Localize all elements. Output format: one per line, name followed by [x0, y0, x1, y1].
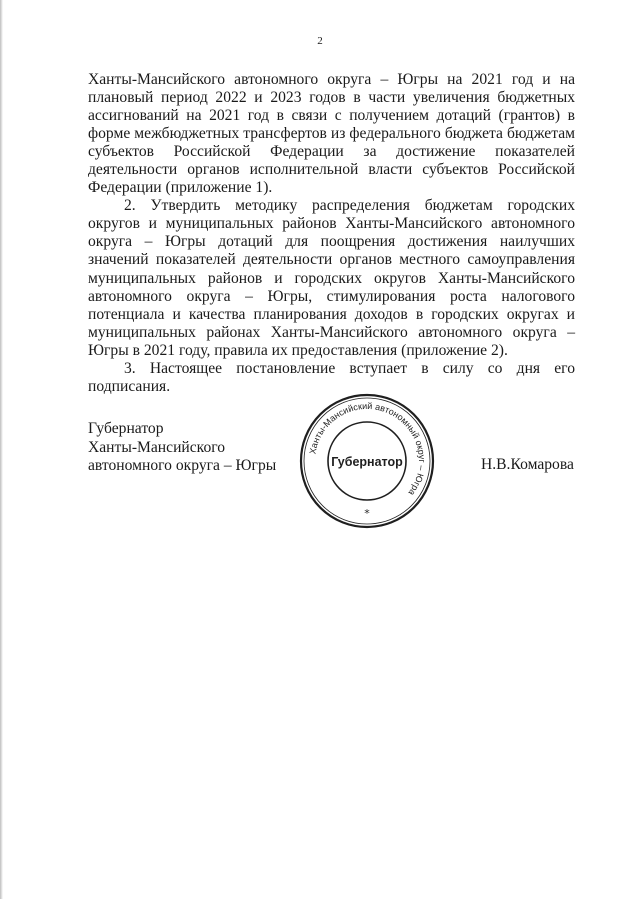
- document-body: [88, 71, 575, 396]
- signature-title-line: автономного округа – Югры: [88, 457, 277, 474]
- scan-edge: [0, 0, 3, 899]
- signature-title: [88, 420, 276, 476]
- signature-title-line: Губернатор: [88, 420, 164, 437]
- paragraph-item-2: 2. Утвердить методику распределения бюджетам городских округов и муниципальных районов Ханты-Мансийского автономного округа – Югры дотаций для поощрения достижения наилучших значений показателей деятельности органов местного самоуправления муниципальных районов и городских округов Ханты-Мансийского автономного округа – Югры, стимулирования роста налогового потенциала и качества планирования доходов в городских округах и муниципальных районах Ханты-Мансийского автономного округа – Югры в 2021 году, правила их предоставления (приложение 2).: [88, 197, 575, 359]
- paragraph-continuation: Ханты-Мансийского автономного округа – Югры на 2021 год и на плановый период 2022 и 2023 годов в части увеличения бюджетных ассигнований на 2021 год в связи с получением дотаций (грантов) в форме межбюджетных трансфертов из федерального бюджета бюджетам субъектов Российской Федерации за достижение показателей деятельности органов исполнительной власти субъектов Российской Федерации (приложение 1).: [88, 71, 575, 197]
- paragraph-item-3: 3. Настоящее постановление вступает в силу со дня его подписания.: [88, 359, 575, 395]
- official-seal: [298, 392, 436, 530]
- seal-ring-text: Ханты-Мансийский автономный округ – Югра: [307, 400, 428, 498]
- seal-center-text: Губернатор: [331, 455, 403, 469]
- signature-title-line: Ханты-Мансийского: [88, 438, 226, 456]
- page-number: 2: [317, 35, 323, 47]
- signer-name: Н.В.Комарова: [481, 456, 574, 473]
- seal-star: *: [364, 507, 370, 520]
